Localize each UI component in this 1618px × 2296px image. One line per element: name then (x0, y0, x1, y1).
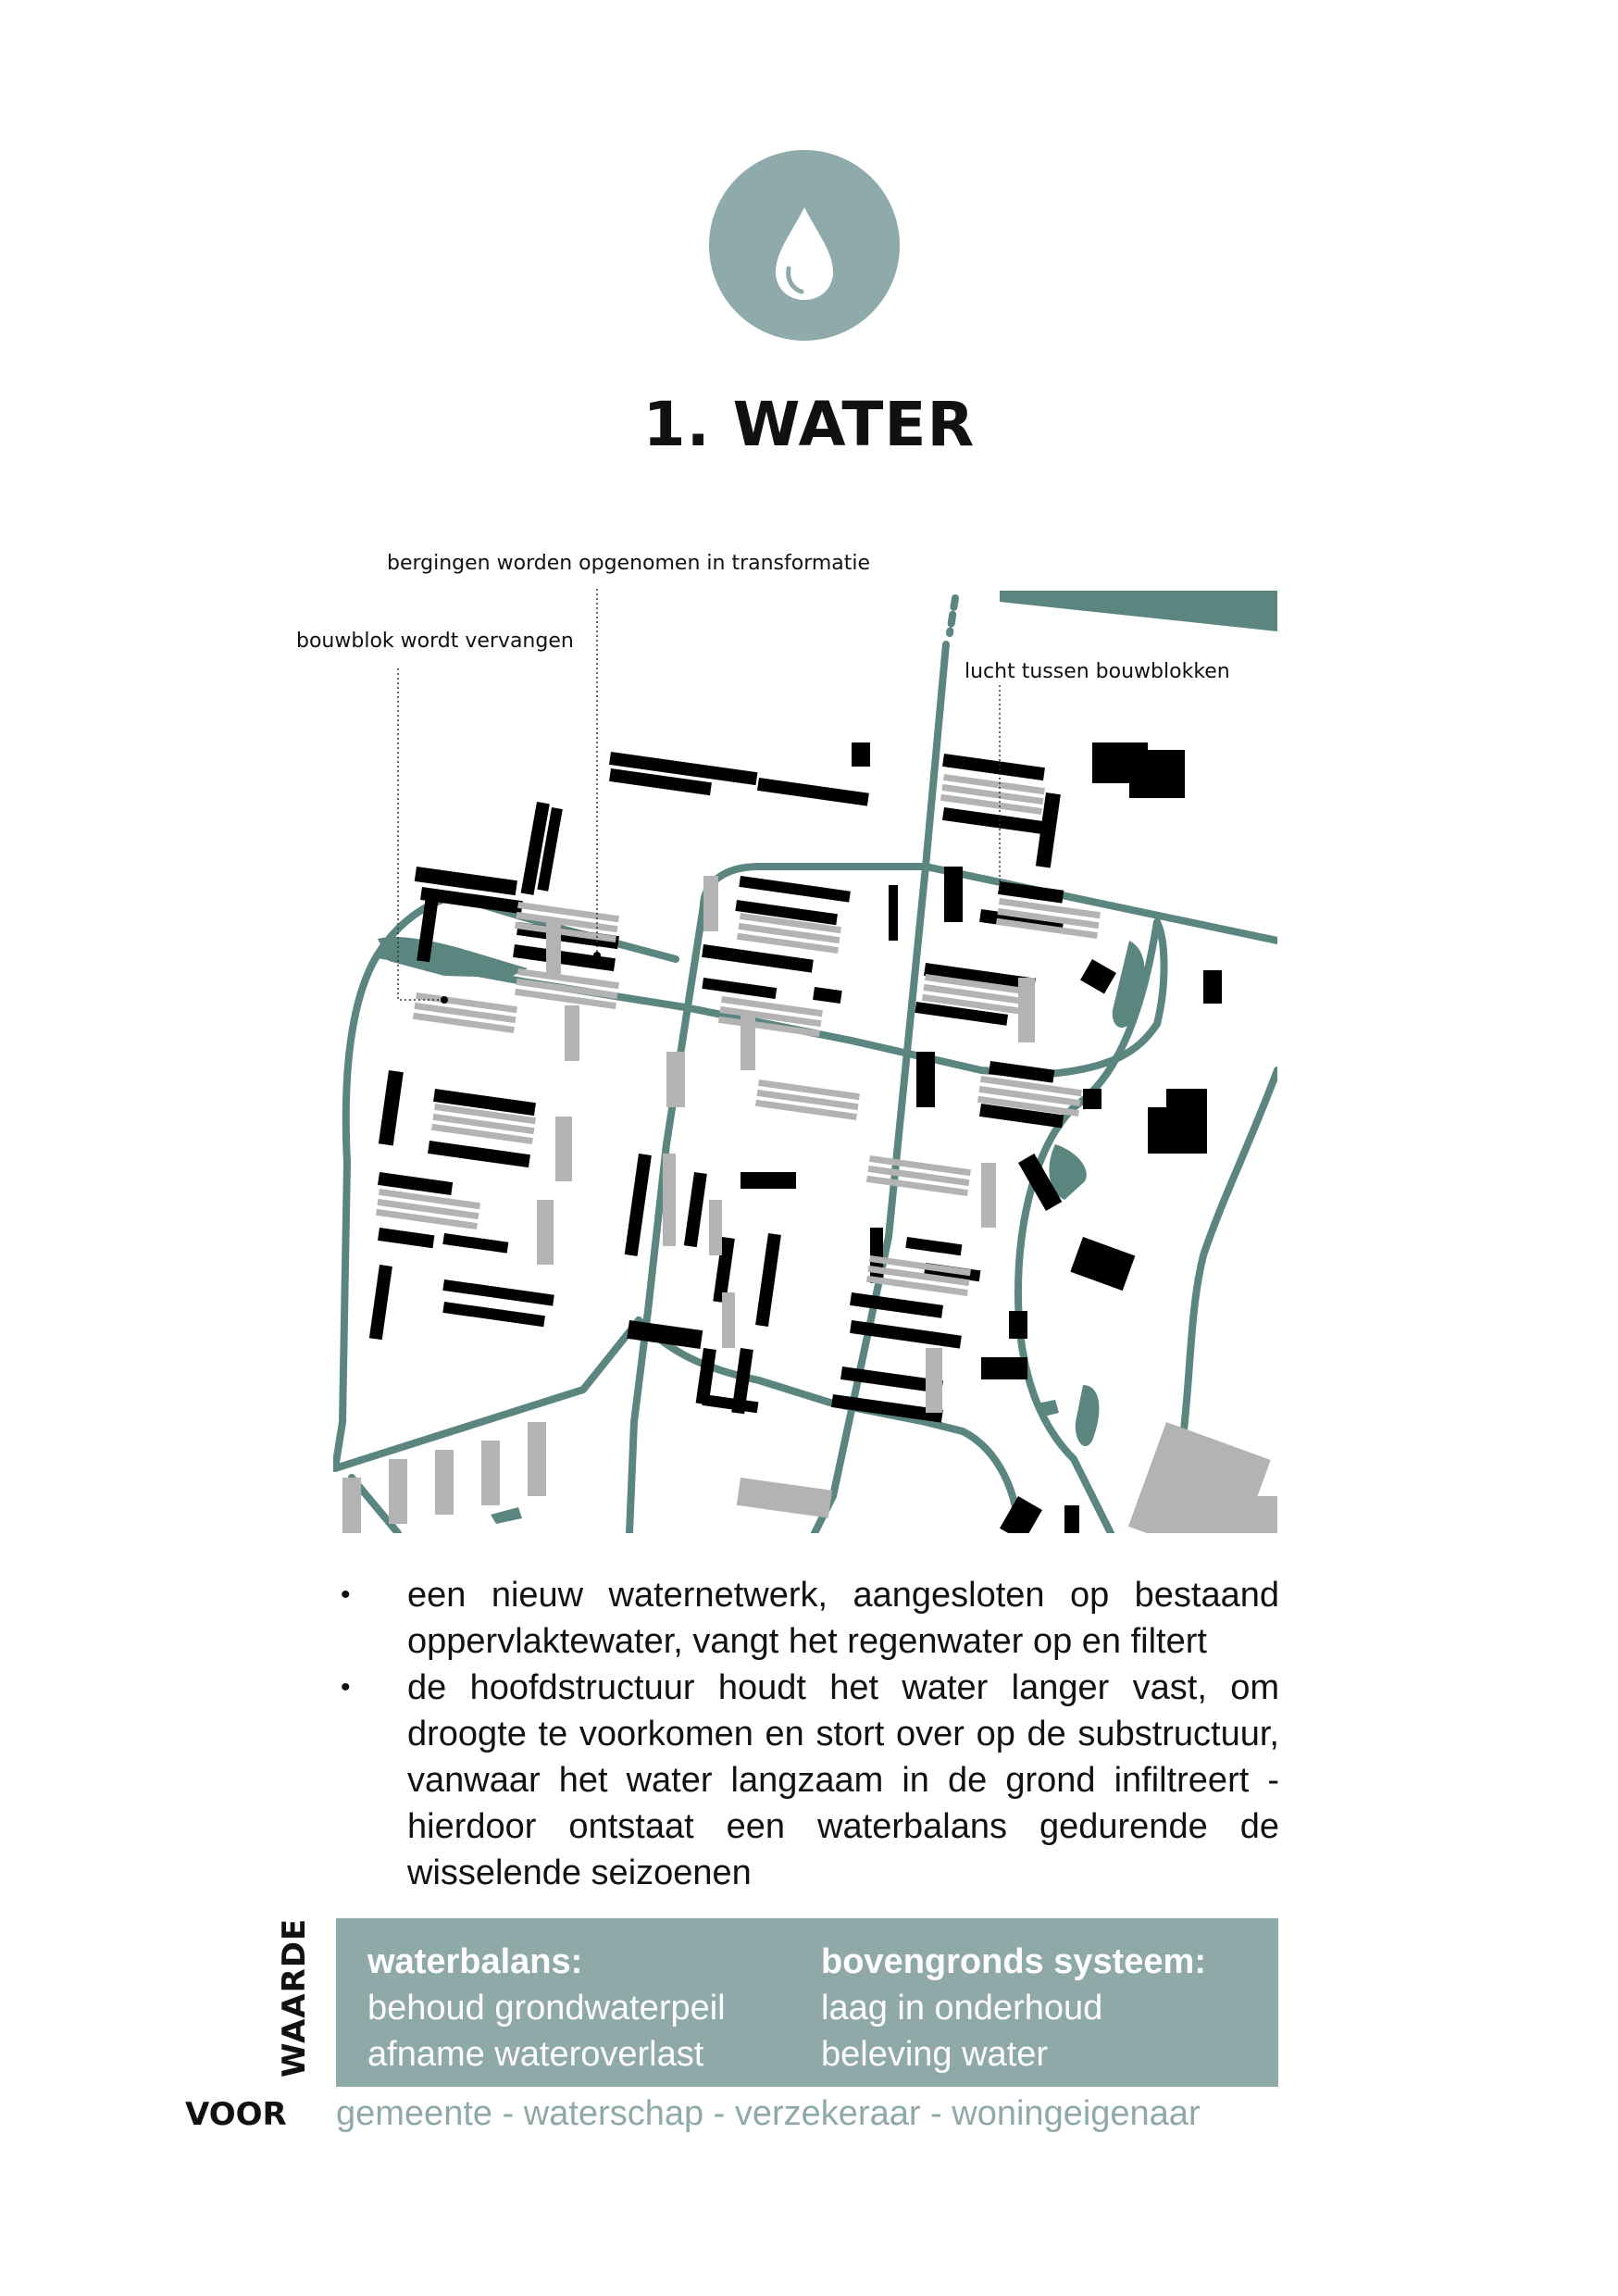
annotation-marker (441, 996, 448, 1004)
value-line: beleving water (821, 2035, 1049, 2074)
bullet-list (335, 1572, 1279, 1896)
value-column-waterbalans (367, 1939, 726, 2078)
value-box (336, 1918, 1278, 2087)
annotation-air-between-blocks: lucht tussen bouwblokken (965, 660, 1230, 683)
water-network-map (333, 589, 1277, 1533)
bullet-item (335, 1572, 1279, 1665)
value-column-bovengronds (821, 1939, 1206, 2078)
value-label: WAARDE (276, 1917, 313, 2078)
value-line: laag in onderhoud (821, 1989, 1103, 2028)
value-heading: waterbalans: (367, 1942, 583, 1981)
annotation-block-replaced: bouwblok wordt vervangen (296, 630, 574, 653)
bullet-item (335, 1665, 1279, 1896)
page-title: 1. WATER (642, 389, 976, 460)
bullet-text: een nieuw waternetwerk, aangesloten op bestaand oppervlaktewater, vangt het regenwater op en filtert (407, 1576, 1279, 1661)
stakeholders: gemeente - waterschap - verzekeraar - woningeigenaar (336, 2094, 1201, 2133)
water-network (335, 598, 1277, 1533)
water-body (1000, 591, 1277, 631)
value-line: afname wateroverlast (367, 2035, 704, 2074)
bullet-dot: • (341, 1579, 351, 1610)
for-label: VOOR (185, 2096, 287, 2133)
value-heading: bovengronds systeem: (821, 1942, 1206, 1981)
bullet-text: de hoofdstructuur houdt het water langer vast, om droogte te voorkomen en stort over op de substructuur, vanwaar het water langzaam in de grond infiltreert - hierdoor ontstaat een waterbalans gedurende de wisselende seizoenen (407, 1668, 1279, 1892)
annotation-storage: bergingen worden opgenomen in transformatie (387, 552, 871, 575)
annotation-marker (593, 952, 601, 959)
value-line: behoud grondwaterpeil (367, 1989, 726, 2028)
water-icon-circle (709, 150, 900, 341)
water-drop-icon (709, 150, 900, 341)
bullet-dot: • (341, 1672, 351, 1703)
